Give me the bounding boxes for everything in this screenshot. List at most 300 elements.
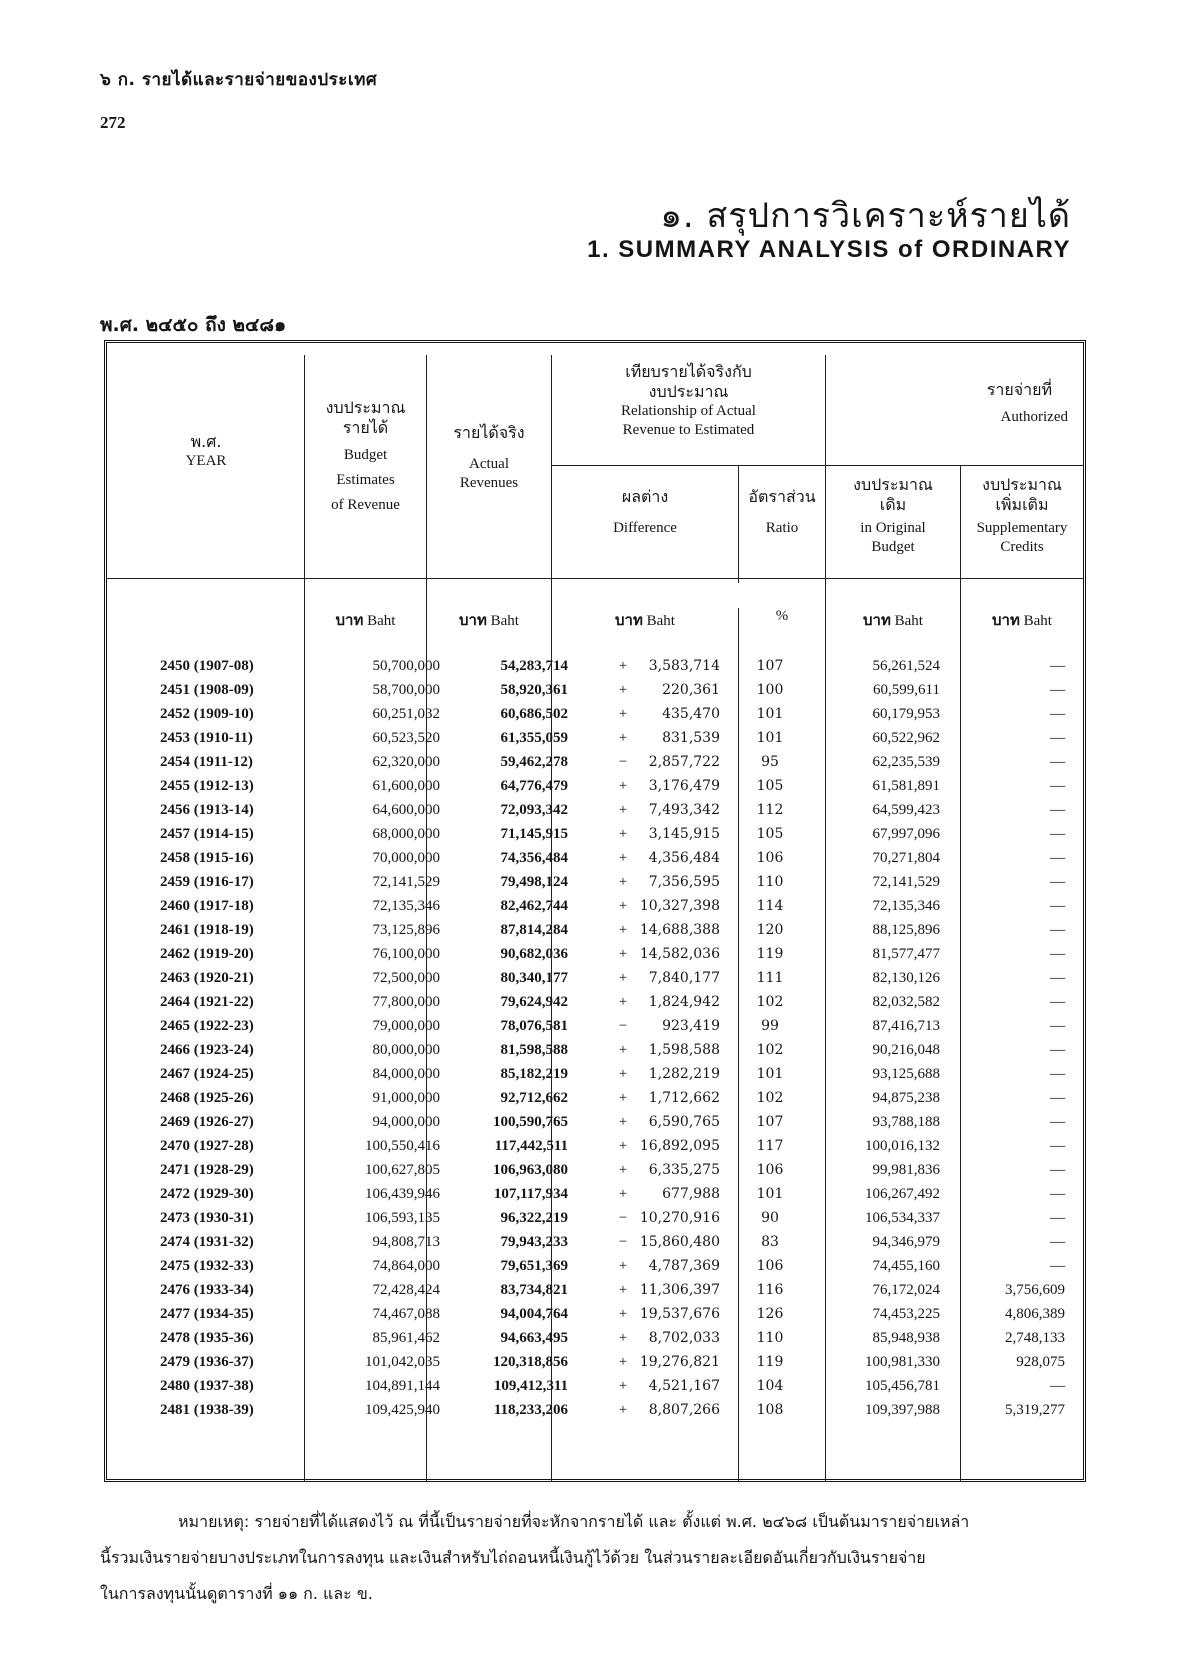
table-row [0, 994, 1181, 1019]
row-supplementary-credits: — [1050, 778, 1065, 794]
row-difference-sign: + [618, 1090, 628, 1106]
table-row [0, 682, 1181, 707]
row-ratio: 104 [756, 1378, 784, 1394]
row-difference-sign: − [618, 1210, 628, 1226]
table-row [0, 946, 1181, 971]
row-difference-sign: + [618, 826, 628, 842]
row-difference: 19,276,821 [639, 1354, 720, 1370]
row-original-budget: 60,599,611 [873, 682, 940, 698]
header-bottom-rule [107, 578, 1083, 579]
row-supplementary-credits: — [1050, 970, 1065, 986]
row-budget-estimate: 85,961,462 [372, 1330, 440, 1346]
table-row [0, 658, 1181, 683]
row-budget-estimate: 64,600,000 [372, 802, 440, 818]
date-range: พ.ศ. ๒๔๕๐ ถึง ๒๔๘๑ [100, 314, 287, 336]
row-ratio: 105 [756, 778, 784, 794]
row-difference: 4,787,369 [648, 1258, 720, 1274]
row-difference: 4,521,167 [648, 1378, 720, 1394]
table-row [0, 1210, 1181, 1235]
row-budget-estimate: 50,700,000 [372, 658, 440, 674]
row-year: 2459 (1916-17) [160, 874, 254, 890]
row-budget-estimate: 94,000,000 [372, 1114, 440, 1130]
row-budget-estimate: 106,593,135 [365, 1210, 440, 1226]
row-ratio: 99 [761, 1018, 779, 1034]
row-budget-estimate: 100,627,805 [365, 1162, 440, 1178]
row-supplementary-credits: — [1050, 922, 1065, 938]
row-supplementary-credits: — [1050, 1258, 1065, 1274]
row-year: 2464 (1921-22) [160, 994, 254, 1010]
header-supplementary-credits: งบประมาณ เพิ่มเติม Supplementary Credits [976, 475, 1068, 555]
row-year: 2453 (1910-11) [160, 730, 253, 746]
row-original-budget: 62,235,539 [872, 754, 940, 770]
row-year: 2481 (1938-39) [160, 1402, 254, 1418]
row-budget-estimate: 61,600,000 [372, 778, 440, 794]
row-actual-revenue: 82,462,744 [500, 898, 568, 914]
table-row [0, 898, 1181, 923]
row-supplementary-credits: — [1050, 826, 1065, 842]
table-row [0, 826, 1181, 851]
row-actual-revenue: 118,233,206 [493, 1402, 568, 1418]
row-ratio: 102 [756, 1090, 784, 1106]
table-row [0, 1402, 1181, 1427]
row-actual-revenue: 94,004,764 [500, 1306, 568, 1322]
table-row [0, 802, 1181, 827]
table-row [0, 850, 1181, 875]
table-row [0, 970, 1181, 995]
row-difference: 10,327,398 [639, 898, 720, 914]
unit-ratio: % [775, 608, 789, 624]
unit-original: บาท Baht [863, 611, 923, 629]
row-actual-revenue: 72,093,342 [500, 802, 568, 818]
row-difference: 19,537,676 [639, 1306, 720, 1322]
row-ratio: 108 [756, 1402, 784, 1418]
row-budget-estimate: 100,550,416 [365, 1138, 440, 1154]
table-row [0, 874, 1181, 899]
row-ratio: 120 [756, 922, 784, 938]
row-ratio: 107 [756, 658, 784, 674]
row-supplementary-credits: — [1050, 1234, 1065, 1250]
row-difference-sign: + [618, 682, 628, 698]
row-year: 2479 (1936-37) [160, 1354, 254, 1370]
row-year: 2466 (1923-24) [160, 1042, 254, 1058]
row-supplementary-credits: — [1050, 730, 1065, 746]
row-difference-sign: + [618, 778, 628, 794]
row-supplementary-credits: — [1050, 994, 1065, 1010]
row-supplementary-credits: — [1050, 1114, 1065, 1130]
row-original-budget: 93,788,188 [872, 1114, 940, 1130]
row-difference-sign: + [618, 1066, 628, 1082]
row-original-budget: 105,456,781 [865, 1378, 940, 1394]
unit-actual: บาท Baht [459, 611, 519, 629]
row-difference: 1,712,662 [648, 1090, 720, 1106]
row-difference: 3,145,915 [648, 826, 720, 842]
row-year: 2457 (1914-15) [160, 826, 254, 842]
table-row [0, 922, 1181, 947]
row-actual-revenue: 60,686,502 [500, 706, 568, 722]
row-ratio: 119 [756, 946, 784, 962]
row-budget-estimate: 76,100,000 [372, 946, 440, 962]
row-original-budget: 88,125,896 [872, 922, 940, 938]
row-budget-estimate: 91,000,000 [372, 1090, 440, 1106]
row-ratio: 110 [756, 1330, 784, 1346]
row-difference-sign: + [618, 658, 628, 674]
row-year: 2451 (1908-09) [160, 682, 254, 698]
row-supplementary-credits: — [1050, 946, 1065, 962]
row-original-budget: 93,125,688 [872, 1066, 940, 1082]
row-ratio: 110 [756, 874, 784, 890]
table-row [0, 730, 1181, 755]
row-original-budget: 60,522,962 [872, 730, 940, 746]
row-year: 2476 (1933-34) [160, 1282, 254, 1298]
row-original-budget: 64,599,423 [872, 802, 940, 818]
row-original-budget: 56,261,524 [872, 658, 940, 674]
row-supplementary-credits: — [1050, 802, 1065, 818]
row-supplementary-credits: 4,806,389 [1005, 1306, 1065, 1322]
row-supplementary-credits: — [1050, 1378, 1065, 1394]
row-actual-revenue: 79,498,124 [500, 874, 568, 890]
row-difference: 14,688,388 [639, 922, 720, 938]
row-actual-revenue: 94,663,495 [500, 1330, 568, 1346]
row-difference-sign: + [618, 1186, 628, 1202]
row-supplementary-credits: 2,748,133 [1005, 1330, 1065, 1346]
row-difference-sign: + [618, 1282, 628, 1298]
row-year: 2467 (1924-25) [160, 1066, 254, 1082]
row-original-budget: 61,581,891 [872, 778, 940, 794]
row-difference-sign: + [618, 1330, 628, 1346]
row-original-budget: 106,267,492 [865, 1186, 940, 1202]
row-original-budget: 99,981,836 [872, 1162, 940, 1178]
row-difference-sign: − [618, 1234, 628, 1250]
row-difference-sign: + [618, 730, 628, 746]
table-row [0, 754, 1181, 779]
row-budget-estimate: 74,467,088 [372, 1306, 440, 1322]
table-row [0, 1090, 1181, 1115]
row-year: 2462 (1919-20) [160, 946, 254, 962]
row-difference: 435,470 [662, 706, 720, 722]
row-budget-estimate: 79,000,000 [372, 1018, 440, 1034]
row-budget-estimate: 58,700,000 [372, 682, 440, 698]
row-difference: 8,702,033 [648, 1330, 720, 1346]
row-ratio: 116 [756, 1282, 784, 1298]
row-actual-revenue: 120,318,856 [493, 1354, 568, 1370]
footnote-line: ในการลงทุนนั้นดูตารางที่ ๑๑ ก. และ ข. [100, 1584, 373, 1603]
row-difference-sign: + [618, 1114, 628, 1130]
row-year: 2474 (1931-32) [160, 1234, 254, 1250]
table-title-thai: ๑. สรุปการวิเคราะห์รายได้ [660, 196, 1071, 236]
row-original-budget: 106,534,337 [865, 1210, 940, 1226]
row-year: 2469 (1926-27) [160, 1114, 254, 1130]
header-divider [825, 465, 1083, 466]
row-actual-revenue: 87,814,284 [500, 922, 568, 938]
row-budget-estimate: 77,800,000 [372, 994, 440, 1010]
row-ratio: 117 [756, 1138, 784, 1154]
row-ratio: 119 [756, 1354, 784, 1370]
row-actual-revenue: 106,963,080 [493, 1162, 568, 1178]
row-difference: 677,988 [662, 1186, 720, 1202]
row-difference: 831,539 [662, 730, 720, 746]
row-difference-sign: + [618, 1138, 628, 1154]
unit-budget: บาท Baht [335, 611, 396, 629]
row-difference: 2,857,722 [648, 754, 720, 770]
row-original-budget: 82,032,582 [872, 994, 940, 1010]
row-ratio: 111 [756, 970, 784, 986]
row-ratio: 102 [756, 994, 784, 1010]
row-actual-revenue: 80,340,177 [500, 970, 568, 986]
row-difference-sign: + [618, 994, 628, 1010]
row-year: 2460 (1917-18) [160, 898, 254, 914]
row-difference: 16,892,095 [639, 1138, 720, 1154]
row-budget-estimate: 72,141,529 [372, 874, 440, 890]
row-difference-sign: + [618, 1258, 628, 1274]
header-authorized-expenditure: รายจ่ายที่ Authorized [986, 380, 1068, 425]
row-original-budget: 94,875,238 [872, 1090, 940, 1106]
table-row [0, 1282, 1181, 1307]
row-actual-revenue: 64,776,479 [500, 778, 568, 794]
row-supplementary-credits: — [1050, 1162, 1065, 1178]
row-supplementary-credits: — [1050, 706, 1065, 722]
row-supplementary-credits: — [1050, 1066, 1065, 1082]
row-year: 2461 (1918-19) [160, 922, 254, 938]
row-supplementary-credits: — [1050, 658, 1065, 674]
row-ratio: 101 [756, 730, 784, 746]
row-actual-revenue: 92,712,662 [500, 1090, 568, 1106]
row-difference-sign: + [618, 802, 628, 818]
row-budget-estimate: 68,000,000 [372, 826, 440, 842]
table-row [0, 706, 1181, 731]
row-ratio: 90 [761, 1210, 779, 1226]
row-difference: 6,335,275 [648, 1162, 720, 1178]
row-difference-sign: + [618, 1306, 628, 1322]
row-actual-revenue: 107,117,934 [493, 1186, 568, 1202]
row-difference-sign: − [618, 1018, 628, 1034]
row-difference: 8,807,266 [648, 1402, 720, 1418]
row-difference: 15,860,480 [639, 1234, 720, 1250]
row-actual-revenue: 83,734,821 [500, 1282, 568, 1298]
row-difference-sign: + [618, 1042, 628, 1058]
table-row [0, 1378, 1181, 1403]
row-difference: 10,270,916 [639, 1210, 720, 1226]
header-relationship: เทียบรายได้จริงกับ งบประมาณ Relationship of Actual Revenue to Estimated [621, 362, 756, 438]
row-difference-sign: − [618, 754, 628, 770]
row-year: 2452 (1909-10) [160, 706, 254, 722]
row-actual-revenue: 85,182,219 [500, 1066, 568, 1082]
header-year: พ.ศ. YEAR [185, 432, 227, 469]
header-budget-estimates: งบประมาณ รายได้ Budget Estimates of Revenue [325, 398, 406, 513]
row-difference-sign: + [618, 1378, 628, 1394]
table-row [0, 778, 1181, 803]
row-ratio: 106 [756, 1162, 784, 1178]
row-difference-sign: + [618, 922, 628, 938]
table-row [0, 1186, 1181, 1211]
header-divider [551, 465, 825, 466]
row-ratio: 101 [756, 1186, 784, 1202]
row-year: 2477 (1934-35) [160, 1306, 254, 1322]
row-difference-sign: + [618, 1402, 628, 1418]
row-supplementary-credits: — [1050, 1210, 1065, 1226]
row-year: 2465 (1922-23) [160, 1018, 254, 1034]
table-row [0, 1114, 1181, 1139]
row-year: 2475 (1932-33) [160, 1258, 254, 1274]
row-difference: 1,598,588 [648, 1042, 720, 1058]
row-actual-revenue: 79,943,233 [500, 1234, 568, 1250]
row-ratio: 126 [756, 1306, 784, 1322]
row-difference: 14,582,036 [639, 946, 720, 962]
header-original-budget: งบประมาณ เดิม in Original Budget [853, 475, 933, 555]
row-ratio: 105 [756, 826, 784, 842]
footnote [100, 1504, 1090, 1612]
row-ratio: 95 [761, 754, 779, 770]
row-supplementary-credits: — [1050, 1090, 1065, 1106]
row-supplementary-credits: — [1050, 1018, 1065, 1034]
row-ratio: 106 [756, 1258, 784, 1274]
row-difference: 4,356,484 [648, 850, 720, 866]
row-original-budget: 82,130,126 [872, 970, 940, 986]
row-budget-estimate: 72,428,424 [372, 1282, 440, 1298]
row-supplementary-credits: — [1050, 1186, 1065, 1202]
row-difference: 1,824,942 [648, 994, 720, 1010]
row-supplementary-credits: — [1050, 898, 1065, 914]
row-actual-revenue: 79,651,369 [500, 1258, 568, 1274]
row-budget-estimate: 104,891,144 [365, 1378, 440, 1394]
row-supplementary-credits: 3,756,609 [1005, 1282, 1065, 1298]
row-supplementary-credits: — [1050, 1138, 1065, 1154]
row-original-budget: 90,216,048 [872, 1042, 940, 1058]
row-original-budget: 72,141,529 [872, 874, 940, 890]
row-budget-estimate: 80,000,000 [372, 1042, 440, 1058]
row-actual-revenue: 100,590,765 [493, 1114, 568, 1130]
row-year: 2454 (1911-12) [160, 754, 253, 770]
row-ratio: 114 [756, 898, 784, 914]
row-difference: 923,419 [662, 1018, 720, 1034]
row-original-budget: 74,453,225 [872, 1306, 940, 1322]
row-actual-revenue: 58,920,361 [500, 682, 568, 698]
row-ratio: 107 [756, 1114, 784, 1130]
unit-difference: บาท Baht [615, 611, 675, 629]
row-year: 2450 (1907-08) [160, 658, 254, 674]
row-budget-estimate: 109,425,940 [365, 1402, 440, 1418]
footnote-line: นี้รวมเงินรายจ่ายบางประเภทในการลงทุน และเงินสำหรับไถ่ถอนหนี้เงินกู้ไว้ด้วย ในส่วนรายละเอียดอันเกี่ยวกับเงินรายจ่าย [100, 1548, 926, 1567]
table-row [0, 1330, 1181, 1355]
row-actual-revenue: 59,462,278 [500, 754, 568, 770]
row-year: 2472 (1929-30) [160, 1186, 254, 1202]
row-supplementary-credits: — [1050, 874, 1065, 890]
row-year: 2480 (1937-38) [160, 1378, 254, 1394]
row-actual-revenue: 54,283,714 [500, 658, 568, 674]
row-budget-estimate: 72,500,000 [372, 970, 440, 986]
row-difference-sign: + [618, 706, 628, 722]
table-row [0, 1138, 1181, 1163]
table-row [0, 1162, 1181, 1187]
row-difference-sign: + [618, 1354, 628, 1370]
footnote-line: หมายเหตุ: รายจ่ายที่ได้แสดงไว้ ณ ที่นี้เป็นรายจ่ายที่จะหักจากรายได้ และ ตั้งแต่ พ.ศ. ๒๔๖๘ เป็นต้นมารายจ่ายเหล่า [178, 1512, 970, 1531]
row-original-budget: 100,016,132 [865, 1138, 940, 1154]
row-supplementary-credits: — [1050, 1042, 1065, 1058]
row-actual-revenue: 78,076,581 [500, 1018, 568, 1034]
row-supplementary-credits: 928,075 [1016, 1354, 1065, 1370]
row-actual-revenue: 79,624,942 [500, 994, 568, 1010]
row-original-budget: 72,135,346 [872, 898, 940, 914]
row-year: 2478 (1935-36) [160, 1330, 254, 1346]
row-ratio: 106 [756, 850, 784, 866]
row-budget-estimate: 72,135,346 [372, 898, 440, 914]
row-year: 2456 (1913-14) [160, 802, 254, 818]
row-supplementary-credits: — [1050, 850, 1065, 866]
row-difference-sign: + [618, 1162, 628, 1178]
row-budget-estimate: 101,042,035 [365, 1354, 440, 1370]
page-number: 272 [100, 113, 126, 132]
table-row [0, 1234, 1181, 1259]
row-actual-revenue: 81,598,588 [500, 1042, 568, 1058]
row-budget-estimate: 73,125,896 [372, 922, 440, 938]
table-title-english: 1. SUMMARY ANALYSIS of ORDINARY [587, 236, 1071, 263]
table-row [0, 1258, 1181, 1283]
row-original-budget: 85,948,938 [872, 1330, 940, 1346]
row-ratio: 102 [756, 1042, 784, 1058]
row-year: 2470 (1927-28) [160, 1138, 254, 1154]
row-actual-revenue: 71,145,915 [500, 826, 568, 842]
row-actual-revenue: 90,682,036 [500, 946, 568, 962]
row-budget-estimate: 60,523,520 [372, 730, 440, 746]
table-row [0, 1018, 1181, 1043]
row-actual-revenue: 61,355,059 [500, 730, 568, 746]
table-row [0, 1354, 1181, 1379]
row-year: 2463 (1920-21) [160, 970, 254, 986]
row-original-budget: 94,346,979 [872, 1234, 940, 1250]
row-budget-estimate: 84,000,000 [372, 1066, 440, 1082]
row-ratio: 100 [756, 682, 784, 698]
row-budget-estimate: 94,808,713 [372, 1234, 440, 1250]
table-row [0, 1306, 1181, 1331]
row-ratio: 101 [756, 1066, 784, 1082]
row-difference: 220,361 [662, 682, 720, 698]
row-ratio: 101 [756, 706, 784, 722]
row-difference-sign: + [618, 946, 628, 962]
row-original-budget: 74,455,160 [872, 1258, 940, 1274]
row-actual-revenue: 96,322,219 [500, 1210, 568, 1226]
table-row [0, 1042, 1181, 1067]
row-budget-estimate: 60,251,032 [372, 706, 440, 722]
row-supplementary-credits: — [1050, 754, 1065, 770]
row-year: 2455 (1912-13) [160, 778, 254, 794]
row-difference-sign: + [618, 874, 628, 890]
row-year: 2471 (1928-29) [160, 1162, 254, 1178]
row-actual-revenue: 74,356,484 [500, 850, 568, 866]
row-year: 2468 (1925-26) [160, 1090, 254, 1106]
row-ratio: 112 [756, 802, 784, 818]
row-original-budget: 81,577,477 [872, 946, 940, 962]
row-supplementary-credits: 5,319,277 [1005, 1402, 1065, 1418]
row-supplementary-credits: — [1050, 682, 1065, 698]
table-row [0, 1066, 1181, 1091]
row-budget-estimate: 62,320,000 [372, 754, 440, 770]
row-difference: 7,493,342 [648, 802, 720, 818]
row-original-budget: 67,997,096 [872, 826, 940, 842]
row-original-budget: 109,397,988 [865, 1402, 940, 1418]
row-original-budget: 70,271,804 [872, 850, 940, 866]
row-budget-estimate: 70,000,000 [372, 850, 440, 866]
row-original-budget: 60,179,953 [872, 706, 940, 722]
row-difference: 1,282,219 [648, 1066, 720, 1082]
header-ratio: อัตราส่วน Ratio [748, 487, 816, 536]
row-actual-revenue: 109,412,311 [493, 1378, 568, 1394]
running-head: ๖ ก. รายได้และรายจ่ายของประเทศ [100, 70, 378, 90]
row-ratio: 83 [761, 1234, 779, 1250]
header-difference: ผลต่าง Difference [613, 487, 677, 536]
row-original-budget: 100,981,330 [865, 1354, 940, 1370]
row-difference-sign: + [618, 850, 628, 866]
row-difference: 3,176,479 [648, 778, 720, 794]
row-difference: 3,583,714 [648, 658, 720, 674]
